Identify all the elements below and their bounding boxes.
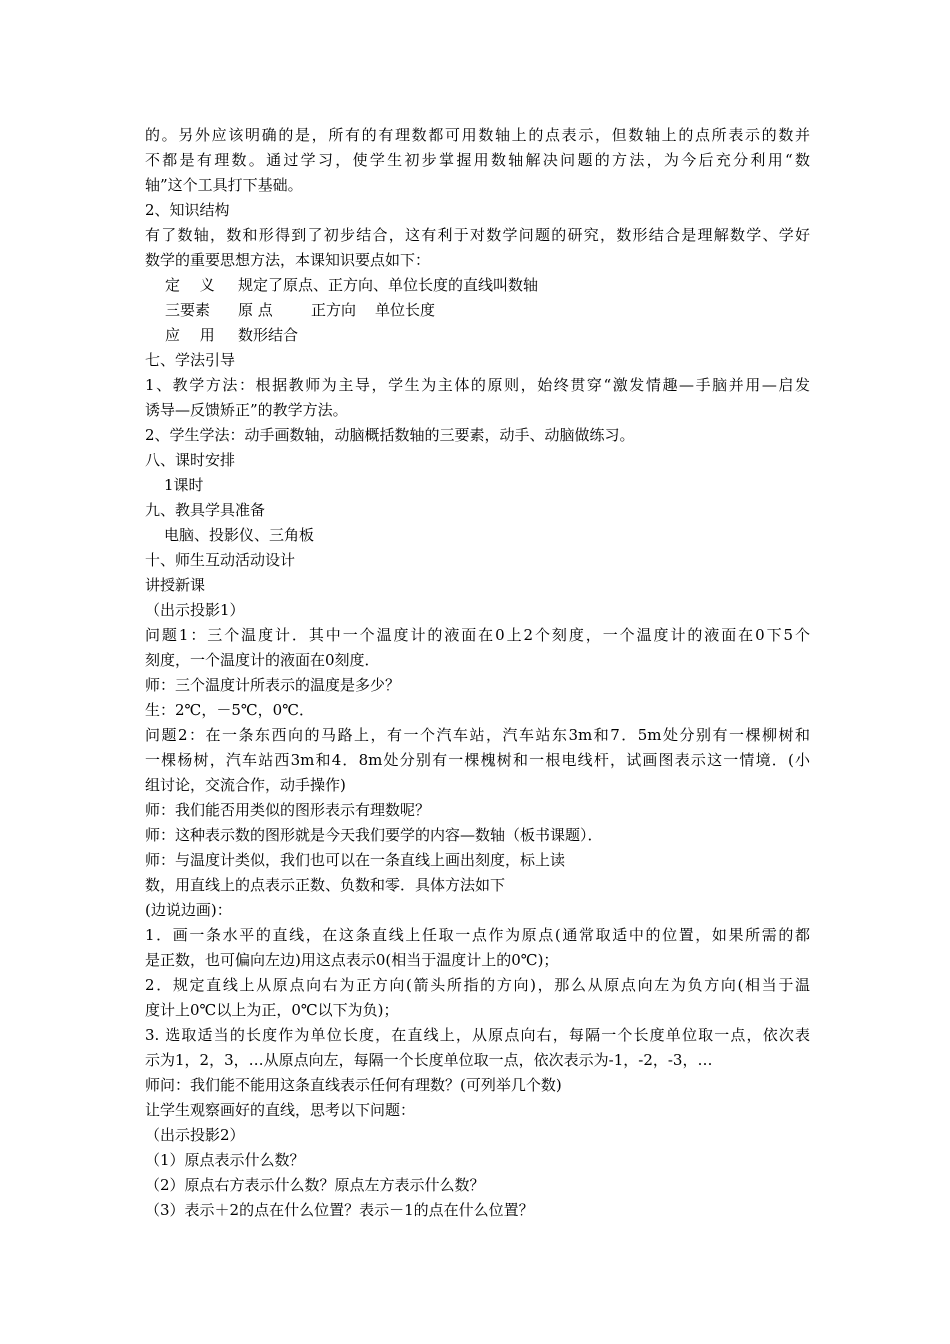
structure-cell [311, 323, 375, 348]
text-line: 有了数轴，数和形得到了初步结合，这有利于对数学问题的研究，数形结合是理解数学、学好 [145, 226, 810, 244]
text-line: （出示投影2） [145, 1126, 245, 1144]
text-line: 是正数，也可偏向左边)用这点表示0(相当于温度计上的0℃)； [145, 951, 559, 969]
text-line: 师：这种表示数的图形就是今天我们要学的内容—数轴（板书课题）． [145, 826, 603, 844]
text-line: 问题2：在一条东西向的马路上，有一个汽车站，汽车站东3m和7．5m处分别有一棵柳树和 [145, 726, 810, 744]
text-line: 的。另外应该明确的是，所有的有理数都可用数轴上的点表示，但数轴上的点所表示的数并 [145, 126, 810, 144]
text-line: 问题1：三个温度计．其中一个温度计的液面在0上2个刻度，一个温度计的液面在0下5个 [145, 626, 810, 644]
text-line: 不都是有理数。通过学习，使学生初步掌握用数轴解决问题的方法，为今后充分利用“数 [145, 151, 810, 169]
structure-cell: 正方向 [311, 301, 357, 319]
text-line: (边说边画)： [145, 901, 232, 919]
text-line: （3）表示＋2的点在什么位置？表示－1的点在什么位置？ [145, 1201, 534, 1219]
structure-row [145, 298, 810, 323]
text-line: 刻度，一个温度计的液面在0刻度． [145, 651, 380, 669]
structure-cell: 三要素 [165, 301, 211, 319]
structure-cell: 数形结合 [238, 326, 299, 344]
text-line: 3. 选取适当的长度作为单位长度，在直线上，从原点向右，每隔一个长度单位取一点，依次表 [145, 1026, 810, 1044]
text-line: 一棵杨树，汽车站西3m和4．8m处分别有一棵槐树和一根电线杆，试画图表示这一情境．(小 [145, 751, 810, 769]
text-line: 师：三个温度计所表示的温度是多少？ [145, 676, 401, 694]
text-line: 让学生观察画好的直线，思考以下问题： [145, 1101, 416, 1119]
text-line: 2、知识结构 [145, 201, 230, 219]
text-line: 九、教具学具准备 [145, 501, 266, 519]
text-line: 数，用直线上的点表示正数、负数和零．具体方法如下 [145, 876, 506, 894]
intro-block [145, 123, 810, 273]
main-block [145, 348, 810, 1223]
text-line: 十、师生互动活动设计 [145, 551, 296, 569]
text-line: 师问：我们能不能用这条直线表示任何有理数？(可列举几个数) [145, 1076, 562, 1094]
text-line: 七、学法引导 [145, 351, 236, 369]
structure-cell [538, 273, 602, 298]
text-line: 2．规定直线上从原点向右为正方向(箭头所指的方向)，那么从原点向左为负方向(相当于温 [145, 976, 810, 994]
text-line: 度计上0℃以上为正，0℃以下为负)； [145, 1001, 399, 1019]
structure-cell: 定 义 [165, 276, 215, 294]
text-line: 1．画一条水平的直线，在这条直线上任取一点作为原点(通常取适中的位置，如果所需的都 [145, 926, 810, 944]
text-line: 组讨论，交流合作，动手操作) [145, 776, 346, 794]
text-line: （出示投影1） [145, 601, 245, 619]
knowledge-structure-table [145, 273, 810, 348]
structure-cell: 原 点 [238, 301, 273, 319]
structure-row [145, 273, 810, 298]
structure-cell: 应 用 [165, 326, 215, 344]
text-line: 电脑、投影仪、三角板 [164, 526, 315, 544]
text-line: 师：与温度计类似，我们也可以在一条直线上画出刻度，标上读 [145, 851, 566, 869]
text-line: 1课时 [164, 476, 204, 494]
structure-cell: 规定了原点、正方向、单位长度的直线叫数轴 [238, 276, 539, 294]
structure-cell: 单位长度 [375, 301, 436, 319]
text-line: （2）原点右方表示什么数？原点左方表示什么数？ [145, 1176, 485, 1194]
document-body [145, 123, 810, 1223]
text-line: 讲授新课 [145, 576, 206, 594]
text-line: 八、课时安排 [145, 451, 236, 469]
text-line: 示为1，2，3，…从原点向左，每隔一个长度单位取一点，依次表示为-1，-2，-3，… [145, 1051, 713, 1069]
structure-row [145, 323, 810, 348]
text-line: （1）原点表示什么数？ [145, 1151, 305, 1169]
text-line: 诱导—反馈矫正”的教学方法。 [145, 401, 348, 419]
text-line: 1、教学方法：根据教师为主导，学生为主体的原则，始终贯穿“激发情趣—手脑并用—启发 [145, 376, 810, 394]
text-line: 2、学生学法：动手画数轴，动脑概括数轴的三要素，动手、动脑做练习。 [145, 426, 635, 444]
text-line: 数学的重要思想方法，本课知识要点如下： [145, 251, 431, 269]
text-line: 生：2℃，－5℃，0℃． [145, 701, 314, 719]
text-line: 师：我们能否用类似的图形表示有理数呢？ [145, 801, 431, 819]
text-line: 轴”这个工具打下基础。 [145, 176, 303, 194]
